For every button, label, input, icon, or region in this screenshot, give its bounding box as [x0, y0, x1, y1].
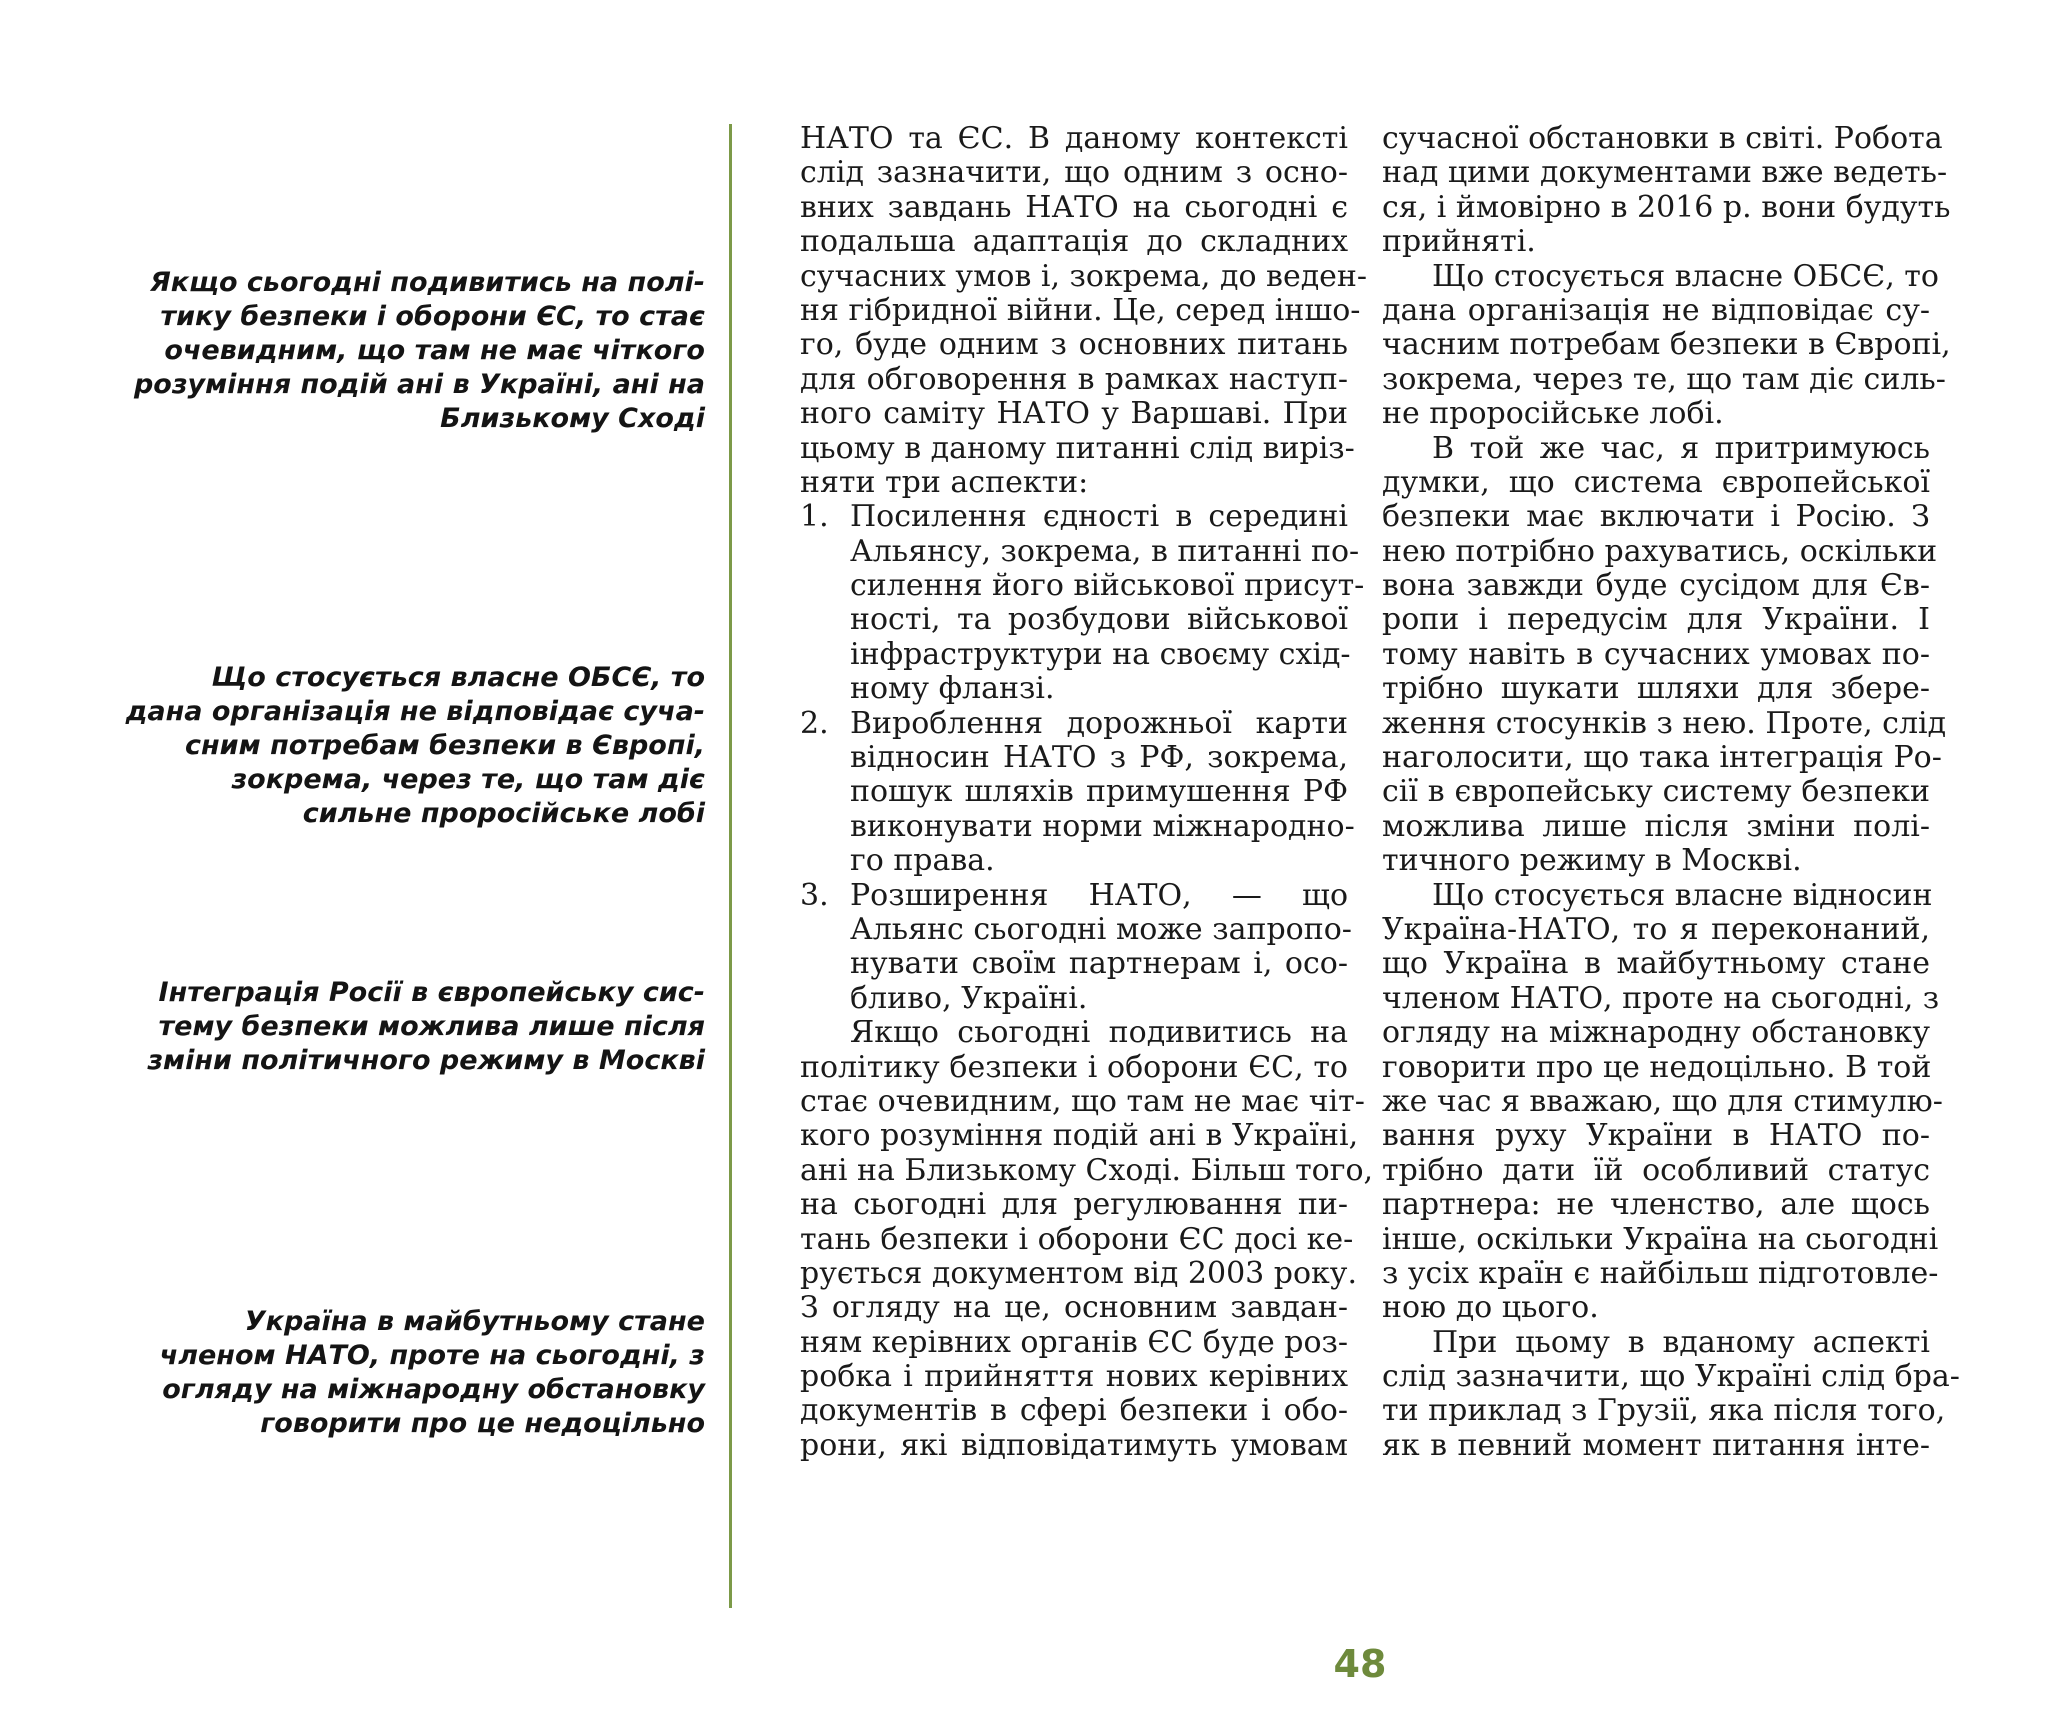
pullquote-line: сним потребам безпеки в Європі, [185, 730, 705, 761]
pullquote-line: говорити про це недоцільно [260, 1408, 705, 1439]
pullquote-line: Близькому Сході [440, 403, 705, 434]
text-line: дана організація не відповідає су- [1382, 292, 1930, 328]
text-line: го, буде одним з основних питань [800, 327, 1348, 363]
pullquote-3 [115, 976, 705, 1078]
pullquote-line: дана організація не відповідає суча- [125, 696, 705, 727]
text-line: пошук шляхів примушення РФ [850, 774, 1348, 810]
text-line: ження стосунків з нею. Проте, слід [1382, 705, 1947, 741]
text-line: вання руху України в НАТО по- [1382, 1118, 1930, 1154]
text-line: Що стосується власне відносин [1432, 877, 1933, 913]
text-line: часним потребам безпеки в Європі, [1382, 327, 1951, 363]
text-line: партнера: не членство, але щось [1382, 1187, 1930, 1223]
text-line: Що стосується власне ОБСЄ, то [1432, 258, 1939, 294]
text-line: Якщо сьогодні подивитись на [850, 1015, 1348, 1051]
text-line: Альянс сьогодні може запропо- [850, 911, 1352, 947]
text-line: рується документом від 2003 року. [800, 1255, 1357, 1291]
text-line: тичного режиму в Москві. [1382, 843, 1802, 879]
pullquote-1 [115, 266, 705, 436]
pullquote-line: тему безпеки можлива лише після [158, 1011, 705, 1042]
text-line: говорити про це недоцільно. В той [1382, 1049, 1932, 1085]
pullquote-line: Інтеграція Росії в європейську сис- [158, 977, 705, 1008]
text-column-2 [1382, 121, 1960, 1463]
text-line: силення його військової присут- [850, 568, 1365, 604]
column-divider [729, 124, 732, 1608]
text-line: стає очевидним, що там не має чіт- [800, 1083, 1365, 1119]
text-line: що Україна в майбутньому стане [1382, 946, 1930, 982]
text-line: бливо, Україні. [850, 980, 1088, 1016]
pullquote-line: розуміння подій ані в Україні, ані на [133, 369, 705, 400]
text-line: ням керівних органів ЄС буде роз- [800, 1324, 1348, 1360]
text-line: ною до цього. [1382, 1290, 1599, 1326]
list-number: 2. [800, 705, 829, 741]
text-line: інше, оскільки Україна на сьогодні [1382, 1221, 1939, 1257]
pullquote-line: членом НАТО, проте на сьогодні, з [159, 1340, 705, 1371]
pullquote-line: зміни політичного режиму в Москві [147, 1045, 705, 1076]
text-line: няти три аспекти: [800, 464, 1089, 500]
text-line: для обговорення в рамках наступ- [800, 361, 1348, 397]
text-line: Розширення НАТО, — що [850, 877, 1348, 913]
text-line: ся, і ймовірно в 2016 р. вони будуть [1382, 189, 1951, 225]
text-line: При цьому в вданому аспекті [1432, 1324, 1930, 1360]
text-column-1 [800, 121, 1374, 1463]
text-line: же час я вважаю, що для стимулю- [1382, 1083, 1943, 1119]
pullquote-line: Україна в майбутньому стане [244, 1306, 705, 1337]
text-line: думки, що система європейської [1382, 464, 1930, 500]
pullquote-line: тику безпеки і оборони ЄС, то стає [160, 301, 705, 332]
text-line: інфраструктури на своєму схід- [850, 636, 1351, 672]
text-line: Посилення єдності в середині [850, 499, 1348, 535]
text-line: огляду на міжнародну обстановку [1382, 1015, 1930, 1051]
text-line: нувати своїм партнерам і, осо- [850, 946, 1348, 982]
text-line: рони, які відповідатимуть умовам [800, 1427, 1348, 1463]
text-line: виконувати норми міжнародно- [850, 808, 1355, 844]
text-line: прийняті. [1382, 224, 1536, 260]
text-line: можлива лише після зміни полі- [1382, 808, 1930, 844]
text-line: не проросійське лобі. [1382, 396, 1724, 432]
text-line: документів в сфері безпеки і обо- [800, 1393, 1348, 1429]
text-line: Україна-НАТО, то я переконаний, [1382, 911, 1930, 947]
text-line: ня гібридної війни. Це, серед іншо- [800, 292, 1361, 328]
text-line: з усіх країн є найбільш підготовле- [1382, 1255, 1939, 1291]
text-line: тань безпеки і оборони ЄС досі ке- [800, 1221, 1354, 1257]
text-line: на сьогодні для регулювання пи- [800, 1187, 1348, 1223]
text-line: робка і прийняття нових керівних [800, 1359, 1348, 1395]
text-line: трібно дати їй особливий статус [1382, 1152, 1930, 1188]
text-line: безпеки має включати і Росію. З [1382, 499, 1930, 535]
list-item-2 [800, 705, 1355, 879]
text-line: трібно шукати шляхи для збере- [1382, 671, 1930, 707]
page-number: 48 [1333, 1642, 1387, 1686]
text-line: Вироблення дорожньої карти [850, 705, 1348, 741]
pullquote-line: Якщо сьогодні подивитись на полі- [149, 267, 705, 298]
list-number: 3. [800, 877, 829, 913]
text-line: слід зазначити, що одним з осно- [800, 155, 1348, 191]
text-line: подальша адаптація до складних [800, 224, 1348, 260]
pullquote-line: зокрема, через те, що там діє [231, 764, 705, 795]
pullquote-2 [115, 661, 705, 831]
text-line: ному фланзі. [850, 671, 1055, 707]
text-line: нею потрібно рахуватись, оскільки [1382, 533, 1938, 569]
pullquote-line: сильне проросійське лобі [302, 798, 705, 829]
text-line: сії в європейську систему безпеки [1382, 774, 1930, 810]
pullquote-line: Що стосується власне ОБСЄ, то [211, 662, 705, 693]
text-line: вних завдань НАТО на сьогодні є [800, 189, 1348, 225]
pullquote-line: огляду на міжнародну обстановку [162, 1374, 705, 1405]
text-line: відносин НАТО з РФ, зокрема, [850, 740, 1348, 776]
text-line: над цими документами вже ведеть- [1382, 155, 1948, 191]
text-line: політику безпеки і оборони ЄС, то [800, 1049, 1348, 1085]
text-line: зокрема, через те, що там діє силь- [1382, 361, 1946, 397]
text-line: Альянсу, зокрема, в питанні по- [850, 533, 1360, 569]
text-line: наголосити, що така інтеграція Ро- [1382, 740, 1942, 776]
text-line: слід зазначити, що Україні слід бра- [1382, 1359, 1960, 1395]
text-line: ти приклад з Грузії, яка після того, [1382, 1393, 1946, 1429]
list-item-1 [800, 499, 1365, 707]
text-line: ності, та розбудови військової [850, 602, 1348, 638]
pullquote-4 [115, 1305, 705, 1441]
pullquote-line: очевидним, що там не має чіткого [164, 335, 705, 366]
text-line: ропи і передусім для України. І [1382, 602, 1930, 638]
text-line: тому навіть в сучасних умовах по- [1382, 636, 1930, 672]
text-line: НАТО та ЄС. В даному контексті [800, 121, 1348, 156]
text-line: сучасної обстановки в світі. Робота [1382, 121, 1943, 156]
text-line: як в певний момент питання інте- [1382, 1427, 1930, 1463]
text-line: вона завжди буде сусідом для Єв- [1382, 568, 1930, 604]
text-line: В той же час, я притримуюсь [1432, 430, 1930, 466]
text-line: го права. [850, 843, 995, 879]
text-line: З огляду на це, основним завдан- [800, 1290, 1348, 1326]
text-line: цьому в даному питанні слід вирiз- [800, 430, 1355, 466]
text-line: ані на Близькому Сході. Більш того, [800, 1152, 1374, 1188]
text-line: членом НАТО, проте на сьогодні, з [1382, 980, 1940, 1016]
text-line: ного саміту НАТО у Варшаві. При [800, 396, 1348, 432]
text-line: кого розуміння подій ані в Україні, [800, 1118, 1359, 1154]
text-line: сучасних умов і, зокрема, до веден- [800, 258, 1368, 294]
list-number: 1. [800, 499, 829, 535]
list-item-3 [800, 877, 1352, 1017]
